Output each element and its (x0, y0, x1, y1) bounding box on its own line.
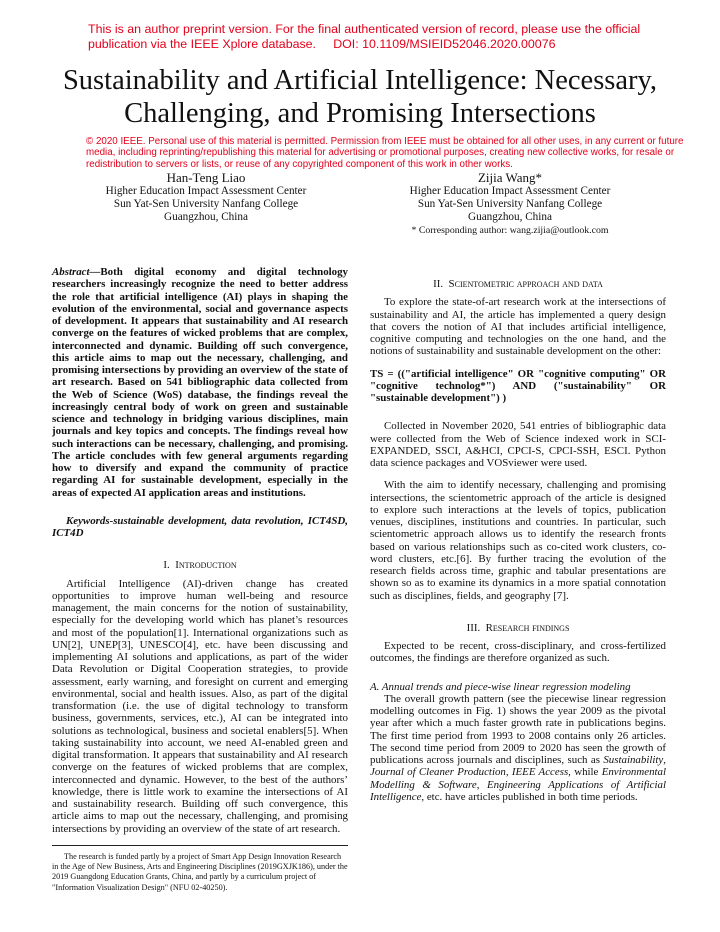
preprint-notice (88, 22, 648, 52)
left-column (52, 266, 348, 835)
paper-title-line1: Sustainability and Artificial Intelligence: Necessary, (62, 65, 658, 96)
author-name: Zijia Wang* (477, 170, 543, 185)
author-affiliation: Sun Yat-Sen University Nanfang College (417, 198, 603, 210)
introduction-text: Artificial Intelligence (AI)-driven change has created opportunities to improve human well-being and resource management, the main concerns for the notion of sustainability, especially for the developing world which has planet’s resources and most of the population[1]. International organizations such as UN[2], UNEP[3], UNESCO[4], etc. have been discussing and implementing AI solutions and applications, as part of the wider Data Revolution or Digital Cooperation strategies, to provide assessment, early warning, and foresight on current and emerging environmental, social and health issues. Also, as part of the digital transformation (i.e. the use of digital technology to transform business, governments, services, etc.), AI can be integrated into solutions as technological, business and societal enablers[5]. When taking sustainability into account, we need AI-enabled green and digital transformation. It appears that sustainability and AI research converge on the features of wicked problems that are complex, interconnected and dynamic. However, to the best of the authors’ knowledge, there is little work to examine the intersections of AI and sustainability research. Building off such convergence, this article aims to map out the necessary, challenging, and promising intersections by providing an overview of the state of art research. (52, 577, 348, 835)
author-name: Han-Teng Liao (166, 170, 246, 185)
preprint-notice-line1: This is an author preprint version. For the final authenticated version of record, please use the official (88, 22, 641, 36)
subsection-heading-trends: A. Annual trends and piece-wise linear regression modeling (370, 680, 631, 693)
approach-paragraph-2: Collected in November 2020, 541 entries of bibliographic data were collected from the Web of Science indexed work in SCI-EXPANDED, SSCI, A&HCI, CPCI-S, CPCI-SSH, ESCI. Python data science packages and VOSviewer were used. (370, 420, 666, 469)
right-column (370, 278, 666, 803)
section-heading-approach: II. Scientometric approach and data (433, 278, 603, 290)
funding-footnote: The research is funded partly by a project of Smart App Design Innovation Research in the Age of New Business, Arts and Engineering Disciplines (2019GXJK186), under the 2019 Guangdong Education Grants, China, and partly by a curriculum project of "Information Visualization Design" (NFU 02-40250). (52, 852, 348, 892)
query-string: TS = (("artificial intelligence" OR "cognitive computing" OR "cognitive technolog*") AND ("sustainability" OR "sustainable development") ) (370, 367, 666, 404)
copyright-notice: © 2020 IEEE. Personal use of this material is permitted. Permission from IEEE must be obtained for all other uses, in any current or future media, including reprinting/republishing this material for advertising or promotional purposes, creating new collective works, for resale or redistribution to servers or lists, or reuse of any copyrighted component of this work in other works. (86, 136, 684, 170)
corresponding-author: * Corresponding author: wang.zijia@outlook.com (411, 225, 609, 236)
trends-paragraph: The overall growth pattern (see the piecewise linear regression modelling outcomes in Fig. 1) shows the year 2009 as the pivotal year after which a much faster growth rate in publications begins. The first time period from 1993 to 2008 contains only 26 articles. The second time period from 2009 to 2020 has seen the growth of publications across journals and disciplines, such as Sustainability, Journal of Cleaner Production, IEEE Access, while Environmental Modelling & Software, Engineering Applications of Artificial Intelligence, etc. have articles published in both time periods. (370, 692, 667, 803)
section-heading-findings: III. Research findings (466, 621, 570, 634)
preprint-notice-line2: publication via the IEEE Xplore database. DOI: 10.1109/MSIEID52046.2020.00076 (88, 37, 556, 51)
footnote-divider (52, 845, 348, 846)
author-city: Guangzhou, China (468, 211, 552, 223)
approach-paragraph-3: With the aim to identify necessary, challenging and promising intersections, the scientometric approach of the article is designed to explore such interactions at the levels of topics, publication venues, disciplines, institutions and countries. In particular, such scientometric approach allows us to identify the research fronts based on various relationships such as co-cited work clusters, co-word clusters, etc.[6]. By further tracing the evolution of the research fields across time, graphic and tabular presentations are shown so as to examine its dynamics in a more spatial connotation such as disciplines, fields, and geography [7]. (370, 479, 666, 602)
author-affiliation: Higher Education Impact Assessment Center (105, 185, 307, 197)
paper-title (40, 64, 680, 130)
paper-title-line2: Challenging, and Promising Intersections (124, 98, 596, 129)
abstract (52, 266, 348, 499)
author-block-2 (380, 171, 640, 237)
keywords: Keywords-sustainable development, data revolution, ICT4SD, ICT4D (52, 514, 348, 539)
author-block-1 (76, 171, 336, 224)
approach-paragraph-1: To explore the state-of-art research work at the intersections of sustainability and AI, the article has implemented a query design that covers the notion of AI that includes artificial intelligence, cognitive computing and technologies on the one hand, and the notions of sustainability and sustainable development on the other: (370, 296, 666, 358)
findings-paragraph-1: Expected to be recent, cross-disciplinary, and cross-fertilized outcomes, the findings are therefore organized as such. (370, 640, 666, 665)
abstract-text: Both digital economy and digital technology researchers increasingly recognize the need to better address the role that artificial intelligence (AI) plays in shaping the evolution of the environmental, social and governance aspects of development. It appears that sustainability and AI research converge on the features of wicked problems that are complex, interconnected and dynamic. Building off such convergence, this article aims to map out the necessary, challenging, and promising intersections by providing an overview of the state of art research. Based on 541 bibliographic data collected from the Web of Science (WoS) database, the findings reveal the increasingly central body of work on green and sustainable science and technology in bridging various disciplines, main journals and key topics and concepts. The findings reveal how such interactions can be necessary, challenging, and promising. The article concludes with few general arguments regarding how to diversify and expand the community of practice regarding AI for sustainable development, especially in the areas of expected AI application areas and institutions. (52, 266, 348, 499)
author-affiliation: Higher Education Impact Assessment Center (409, 185, 611, 197)
author-city: Guangzhou, China (164, 211, 248, 223)
section-heading-introduction: I. Introduction (163, 559, 237, 572)
abstract-label: Abstract— (52, 266, 101, 278)
author-affiliation: Sun Yat-Sen University Nanfang College (113, 198, 299, 210)
